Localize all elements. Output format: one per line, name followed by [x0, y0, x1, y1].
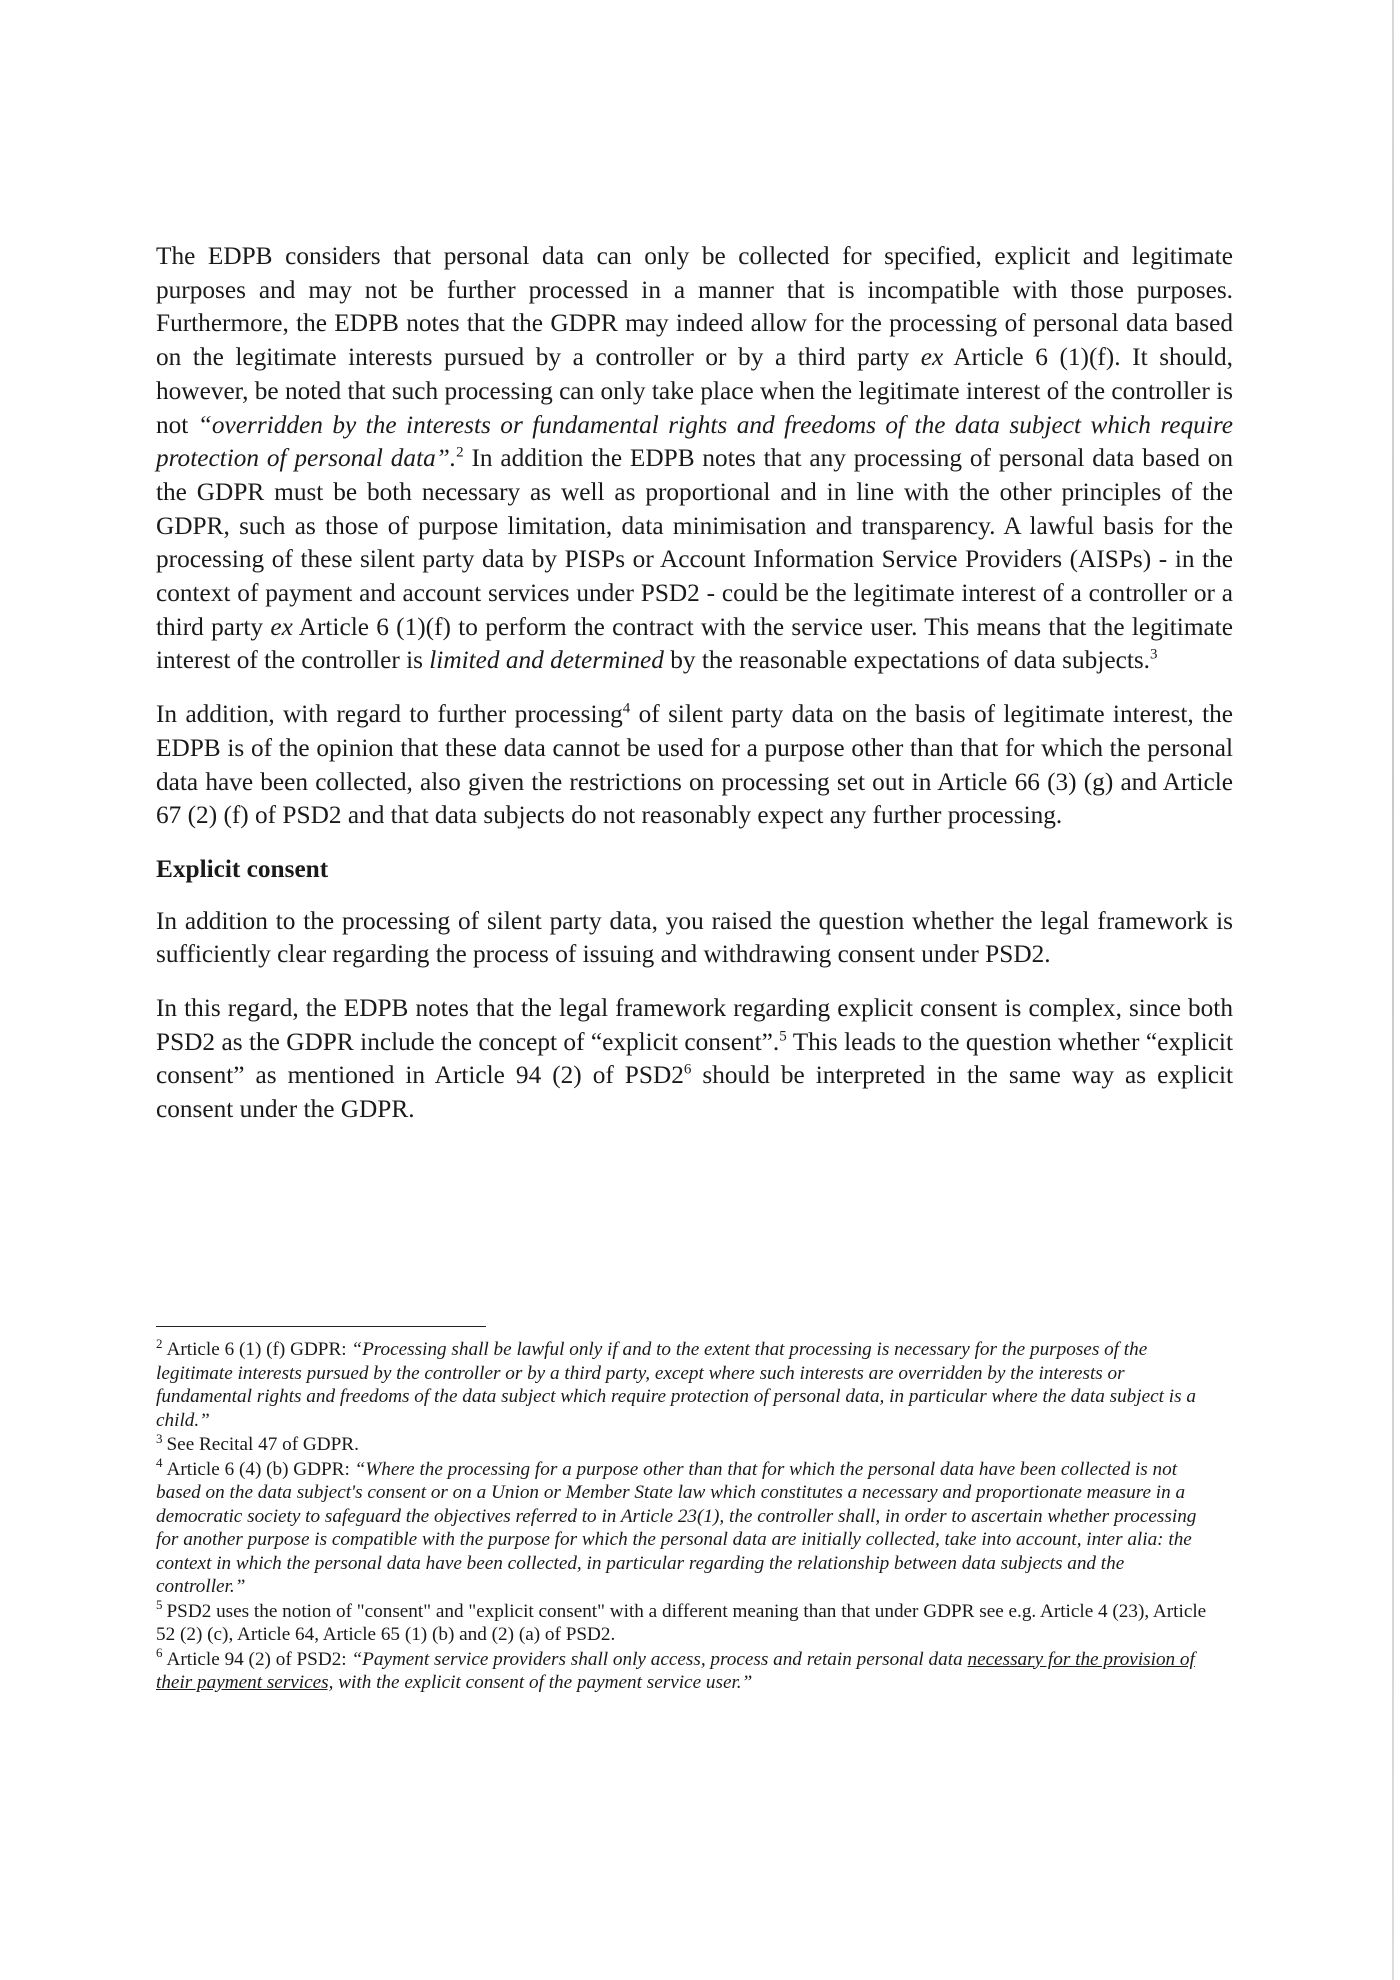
footnote-2 [156, 1335, 1216, 1432]
footnote-ref-2[interactable]: 2 [456, 444, 464, 461]
footnote-ref-6[interactable]: 6 [683, 1062, 692, 1079]
footnote-ref-5[interactable]: 5 [779, 1028, 787, 1045]
footnote-number: 4 [156, 1455, 163, 1471]
footnote-5 [156, 1597, 1216, 1647]
footnote-number: 3 [156, 1430, 163, 1446]
footnote-number: 5 [156, 1597, 163, 1613]
text-span: The EDPB considers that personal data can only be collected for specified, explicit and legitimate purposes and may not be further processed in a manner that is incompatible with those purposes. Furthermore, the EDPB notes that the GDPR may indeed allow for the processing of personal data based on the legitimate interests pursued by a controller or by a third party [156, 242, 1233, 372]
text-span: Article 6 (1)(f). It should, however, be noted that such processing can only take place when the legitimate interest of the controller is not [156, 343, 1233, 439]
footnote-number: 6 [156, 1645, 163, 1661]
text-span: of silent party data on the basis of legitimate interest, the EDPB is of the opinion that these data cannot be used for a purpose other than that for which the personal data have been collected, also given the restrictions on processing set out in Article 66 (3) (g) and Article 67 (2) (f) of PSD2 and that data subjects do not reasonably expect any further processing. [156, 700, 1233, 830]
footnote-lead: Article 94 (2) of PSD2: [166, 1648, 352, 1670]
footnote-4 [156, 1455, 1216, 1599]
paragraph-further-processing [156, 698, 1233, 833]
footnote-number: 2 [156, 1335, 163, 1351]
paragraph-explicit-consent [156, 992, 1233, 1127]
ex-term: ex [920, 343, 944, 372]
footnote-quote: “Processing shall be lawful only if and to the extent that processing is necessary for the purposes of the legitimate interests pursued by the controller or by a third party, except where such interests are overridden by the interests or fundamental rights and freedoms of the data subject which require protection of personal data, in particular where the data subject is a child.” [156, 1339, 1196, 1431]
footnote-quote: with the explicit consent of the payment service user.” [333, 1672, 753, 1693]
text-span: In addition the EDPB notes that any processing of personal data based on the GDPR must be both necessary as well as proportional and in line with the other principles of the GDPR, such as those of purpose limitation, data minimisation and transparency. A lawful basis for the processing of these silent party data by PISPs or Account Information Service Providers (AISPs) - in the context of payment and account services under PSD2 - could be the legitimate interest of a controller or a third party [156, 444, 1233, 641]
footnote-lead: Article 6 (1) (f) GDPR: [166, 1339, 352, 1360]
footnote-separator [156, 1326, 486, 1327]
paragraph-consent-question: In addition to the processing of silent party data, you raised the question whether the legal framework is sufficiently clear regarding the process of issuing and withdrawing consent under PSD2. [156, 906, 1233, 969]
text-span: This leads to the question whether “explicit consent” as mentioned in Article 94 (2) of PSD2 [156, 1027, 1233, 1090]
section-heading-explicit-consent: Explicit consent [156, 854, 329, 883]
footnote-quote: “Payment service providers shall only access, process and retain personal data [351, 1648, 968, 1670]
main-text [156, 240, 1233, 1147]
text-span: should be interpreted in the same way as explicit consent under the GDPR. [156, 1061, 1234, 1124]
emphasis-text: limited and determined [429, 646, 664, 675]
footnote-underlined-quote: necessary for the provision of their payment services, [156, 1648, 1195, 1693]
text-span: by the reasonable expectations of data subjects. [663, 646, 1151, 675]
footnote-6 [156, 1645, 1216, 1695]
footnote-ref-3[interactable]: 3 [1150, 647, 1158, 664]
footnote-lead: Article 6 (4) (b) GDPR: [166, 1458, 355, 1480]
footnote-text: See Recital 47 of GDPR. [166, 1434, 359, 1455]
text-span: In this regard, the EDPB notes that the legal framework regarding explicit consent is complex, since both PSD2 as the GDPR include the concept of “explicit consent”. [156, 994, 1233, 1056]
footnote-text: PSD2 uses the notion of "consent" and "explicit consent" with a different meaning than that under GDPR see e.g. Article 4 (23), Article 52 (2) (c), Article 64, Article 65 (1) (b) and (2) (a) of PSD2. [156, 1600, 1207, 1645]
footnote-ref-4[interactable]: 4 [622, 700, 631, 717]
paragraph-legitimate-interest [156, 240, 1233, 678]
text-span: Article 6 (1)(f) to perform the contract with the service user. This means that the legitimate interest of the controller is [156, 612, 1233, 675]
text-span: In addition, with regard to further processing [156, 700, 623, 729]
page-edge-shadow [1392, 0, 1394, 1980]
gdpr-quote: “overridden by the interests or fundamental rights and freedoms of the data subject which require protection of personal data”. [156, 410, 1233, 473]
footnote-quote: “Where the processing for a purpose other than that for which the personal data have been collected is not based on the data subject's consent or on a Union or Member State law which constitutes a necessary and proportionate measure in a democratic society to safeguard the objectives referred to in Article 23(1), the controller shall, in order to ascertain whether processing for another purpose is compatible with the purpose for which the personal data are initially collected, take into account, inter alia: the context in which the personal data have been collected, in particular regarding the relationship between data subjects and the controller.” [156, 1458, 1197, 1597]
footnote-3 [156, 1430, 1216, 1457]
footnotes [156, 1335, 1216, 1696]
ex-term: ex [270, 612, 293, 641]
